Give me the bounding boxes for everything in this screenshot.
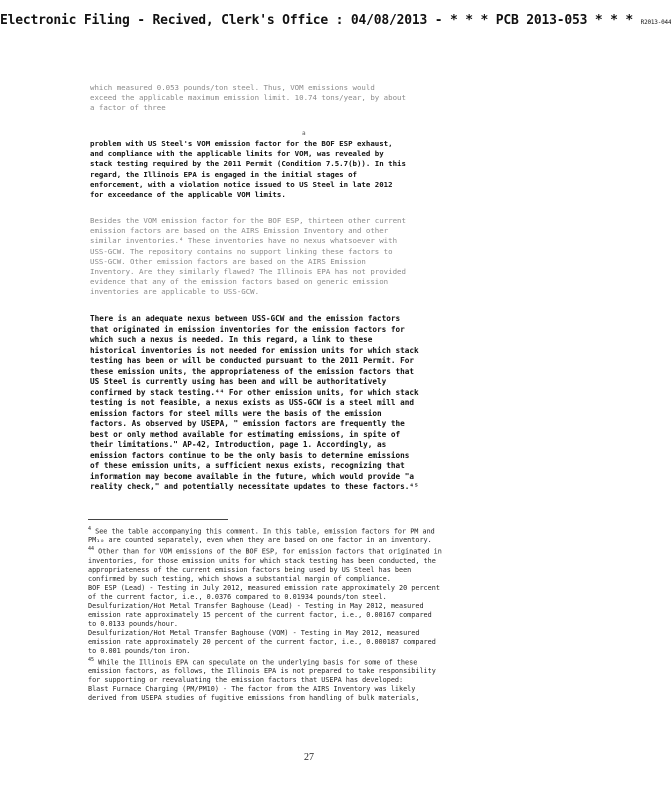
footnote-44-text: Other than for VOM emissions of the BOF ESP, for emission factors that originated in inventories, for those emission units for which stack testing has been conducted, the appropriateness of the current emission factors being used by US Steel has been confirmed by such testing, which shows a substantial margin of compliance. BOF ESP (Lead) - Testing in July 2012, measured emission rate approximately 20 percent of the current factor, i.e., 0.0376 compared to 0.01934 pounds/ton steel. Desulfurization/Hot Metal Transfer Baghouse (Lead) - Testing in May 2012, measured emission rate approximately 15 percent of the current factor, i.e., 0.00167 compared to 0.0133 pounds/hour. Desulfurization/Hot Metal Transfer Baghouse (VOM) - Testing in May 2012, measured emission rate approximately 20 percent of the current factor, i.e., 0.000187 compared to 0.001 pounds/ton iron. <box>88 547 442 655</box>
footnote-4-number: 4 <box>88 526 92 532</box>
footnote-45 <box>88 656 550 703</box>
filing-stamp-sub: R2013-044 <box>640 19 671 26</box>
paragraph-2 <box>90 216 550 298</box>
paragraph-1 <box>90 139 550 200</box>
footnote-44 <box>88 545 550 655</box>
footnote-4-text: See the table accompanying this comment. In this table, emission factors for PM and PM₁₀ are counted separately, even when they are based on one factor in an inventory. <box>88 527 435 545</box>
footnote-45-text: While the Illinois EPA can speculate on the underlying basis for some of these emission factors, as follows, the Illinois EPA is not prepared to take responsibility for supporting or reevaluating the emission factors that USEPA has developed: Blast Furnace Charging (PM/PM10) - The factor from the AIRS Inventory was likely derived from USEPA studies of fugitive emissions from handling of bulk materials, <box>88 657 436 702</box>
paragraph-1-text: problem with US Steel's VOM emission factor for the BOF ESP exhaust, and compliance with the applicable limits for VOM, was revealed by stack testing required by the 2011 Permit (Condition 7.5.7(b)). In this regard, the Illinois EPA is engaged in the initial stages of enforcement, with a violation notice issued to US Steel in late 2012 for exceedance of the applicable VOM limits. <box>90 139 406 200</box>
filing-stamp-title: Electronic Filing - Recived, Clerk's Office : 04/08/2013 - * * * PCB 2013-053 * * * <box>0 13 634 28</box>
paragraph-top-text: which measured 0.053 pounds/ton steel. Thus, VOM emissions would exceed the applicable maximum emission limit. 10.74 tons/year, by about a factor of three <box>90 83 406 113</box>
page-number: 27 <box>304 752 314 763</box>
paragraph-3 <box>90 314 550 493</box>
footnote-45-number: 45 <box>88 656 95 663</box>
paragraph-2-text: Besides the VOM emission factor for the BOF ESP, thirteen other current emission factors are based on the AIRS Emission Inventory and other similar inventories.⁴ These inventories have no nexus whatsoever with USS-GCW. The repository contains no support linking these factors to USS-GCW. Other emission factors are based on the AIRS Emission Inventory. Are they similarly flawed? The Illinois EPA has not provided evidence that any of the emission factors based on generic emission inventories are applicable to USS-GCW. <box>90 216 406 297</box>
paragraph-top <box>90 83 550 114</box>
paragraph-3-text: There is an adequate nexus between USS-GCW and the emission factors that originated in emission inventories for the emission factors for which such a nexus is needed. In this regard, a link to these historical inventories is not needed for emission units for which stack testing has been or will be conducted pursuant to the 2011 Permit. For these emission units, the appropriateness of the emission factors that US Steel is currently using has been and will be authoritatively confirmed by stack testing.⁴⁴ For other emission units, for which stack testing is not feasible, a nexus exists as USS-GCW is a steel mill and emission factors for steel mills were the basis of the emission factors. As observed by USEPA, " emission factors are frequently the best or only method available for estimating emissions, in spite of their limitations." AP-42, Introduction, page 1. Accordingly, as emission factors continue to be the only basis to determine emissions of these emission units, a sufficient nexus exists, recognizing that information may become available in the future, which would provide "a reality check," and potentially necessitate updates to these factors.⁴⁵ <box>90 314 419 491</box>
footnotes <box>88 525 550 703</box>
footnote-4 <box>88 525 550 545</box>
margin-mark: a <box>302 130 306 137</box>
footnote-divider <box>88 519 228 520</box>
filing-stamp-header <box>0 13 671 28</box>
footnote-44-number: 44 <box>88 546 95 553</box>
